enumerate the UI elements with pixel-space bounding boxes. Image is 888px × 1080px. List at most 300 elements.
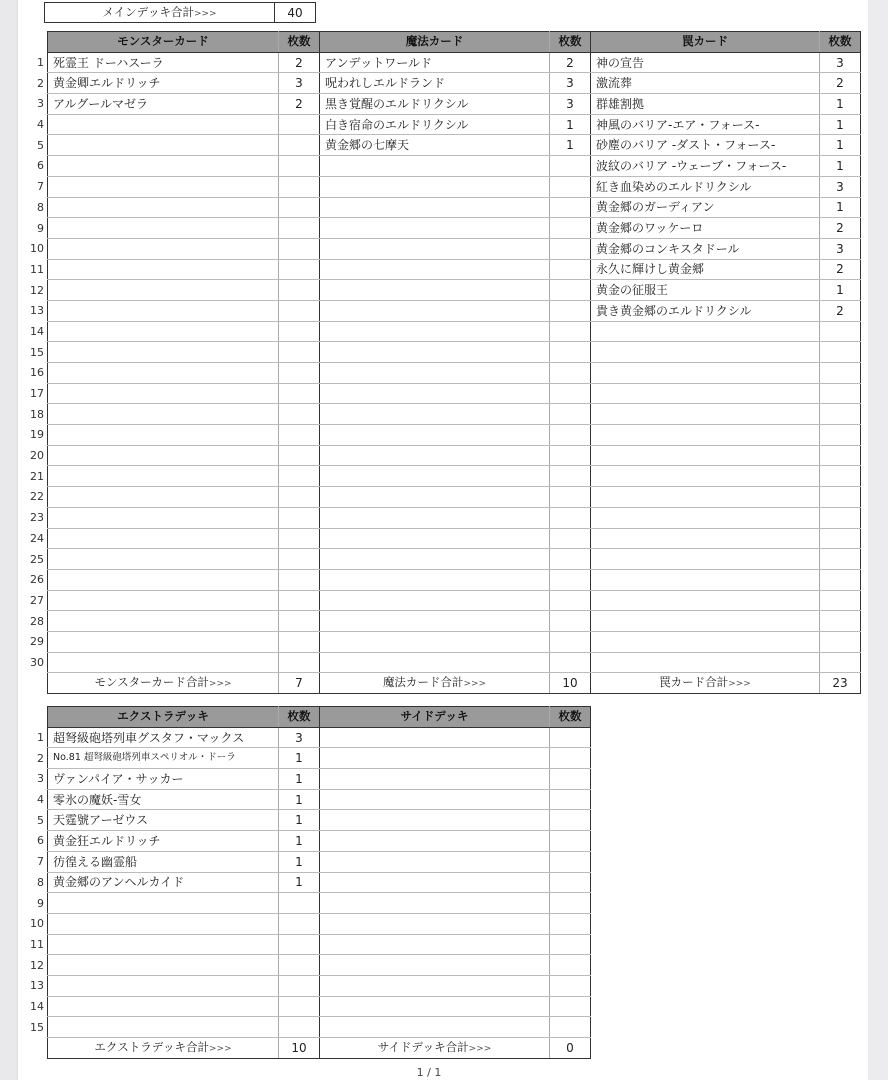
side-card-count xyxy=(550,810,591,831)
table-row xyxy=(18,507,861,528)
side-card-count xyxy=(550,955,591,976)
monster-card-name xyxy=(48,528,279,549)
extra-card-count: 1 xyxy=(279,810,320,831)
trap-card-name: 貴き黄金郷のエルドリクシル xyxy=(591,300,820,321)
trap-card-count: 3 xyxy=(820,52,861,73)
side-card-count xyxy=(550,893,591,914)
extra-card-name xyxy=(48,1017,279,1038)
spell-card-name xyxy=(320,383,550,404)
row-number: 3 xyxy=(18,769,48,790)
table-row xyxy=(18,1017,591,1038)
spell-card-name: 黒き覚醒のエルドリクシル xyxy=(320,94,550,115)
table-row xyxy=(18,975,591,996)
side-card-count xyxy=(550,934,591,955)
extra-card-name: 黄金狂エルドリッチ xyxy=(48,831,279,852)
table-row xyxy=(18,590,861,611)
spell-card-name xyxy=(320,280,550,301)
monster-card-count: 2 xyxy=(279,52,320,73)
trap-card-name xyxy=(591,549,820,570)
side-card-name xyxy=(320,851,550,872)
monster-card-count xyxy=(279,197,320,218)
spell-card-count xyxy=(550,466,591,487)
extra-card-count xyxy=(279,893,320,914)
monster-card-count: 2 xyxy=(279,94,320,115)
spell-card-count xyxy=(550,280,591,301)
table-row xyxy=(18,197,861,218)
row-number: 9 xyxy=(18,893,48,914)
trap-card-count xyxy=(820,611,861,632)
table-row xyxy=(18,831,591,852)
monster-card-name xyxy=(48,342,279,363)
side-card-name xyxy=(320,748,550,769)
row-number: 12 xyxy=(18,955,48,976)
spell-card-count xyxy=(550,238,591,259)
monster-card-name xyxy=(48,156,279,177)
monster-card-name xyxy=(48,280,279,301)
extra-card-count: 1 xyxy=(279,831,320,852)
extra-card-count: 3 xyxy=(279,727,320,748)
trap-card-name xyxy=(591,611,820,632)
trap-card-name xyxy=(591,507,820,528)
trap-card-name: 群雄割拠 xyxy=(591,94,820,115)
monster-card-name xyxy=(48,135,279,156)
monster-card-name xyxy=(48,176,279,197)
monster-card-count xyxy=(279,611,320,632)
monster-card-count xyxy=(279,507,320,528)
trap-card-count xyxy=(820,425,861,446)
table-row xyxy=(18,218,861,239)
extra-card-name xyxy=(48,934,279,955)
extra-card-count: 1 xyxy=(279,851,320,872)
table-row xyxy=(18,300,861,321)
trap-header: 罠カード xyxy=(591,32,820,53)
monster-card-count xyxy=(279,238,320,259)
side-card-count xyxy=(550,748,591,769)
extra-card-name: 零氷の魔妖-雪女 xyxy=(48,789,279,810)
table-row xyxy=(18,466,861,487)
side-card-count xyxy=(550,727,591,748)
table-row xyxy=(18,955,591,976)
trap-card-name: 黄金郷のガーディアン xyxy=(591,197,820,218)
trap-card-name: 砂塵のバリア -ダスト・フォース- xyxy=(591,135,820,156)
table-row xyxy=(18,789,591,810)
extra-header: エクストラデッキ xyxy=(48,707,279,728)
extra-card-name: No.81 超弩級砲塔列車スペリオル・ドーラ xyxy=(48,748,279,769)
side-card-name xyxy=(320,955,550,976)
spell-card-name xyxy=(320,611,550,632)
trap-card-name xyxy=(591,466,820,487)
spell-card-count xyxy=(550,300,591,321)
side-card-name xyxy=(320,975,550,996)
spell-card-count xyxy=(550,197,591,218)
spell-card-name xyxy=(320,590,550,611)
row-number: 30 xyxy=(18,652,48,673)
spell-card-name: 白き宿命のエルドリクシル xyxy=(320,114,550,135)
monster-card-count xyxy=(279,487,320,508)
trap-card-name xyxy=(591,383,820,404)
table-row xyxy=(18,872,591,893)
page-indicator: 1 / 1 xyxy=(416,1066,442,1079)
row-number: 8 xyxy=(18,872,48,893)
spell-card-count xyxy=(550,590,591,611)
trap-card-count xyxy=(820,590,861,611)
count-header: 枚数 xyxy=(279,707,320,728)
side-card-count xyxy=(550,1017,591,1038)
spell-card-count: 1 xyxy=(550,114,591,135)
row-number: 1 xyxy=(18,727,48,748)
monster-card-name xyxy=(48,259,279,280)
trap-total-label: 罠カード合計>>> xyxy=(591,673,820,694)
trap-card-count xyxy=(820,652,861,673)
extra-card-name: 天霆號アーゼウス xyxy=(48,810,279,831)
row-number: 15 xyxy=(18,342,48,363)
spell-card-name xyxy=(320,569,550,590)
row-number: 8 xyxy=(18,197,48,218)
extra-card-name xyxy=(48,955,279,976)
side-card-name xyxy=(320,810,550,831)
row-number: 6 xyxy=(18,156,48,177)
trap-card-count xyxy=(820,383,861,404)
table-row xyxy=(18,176,861,197)
extra-total-value: 10 xyxy=(279,1038,320,1059)
table-row xyxy=(18,404,861,425)
spell-card-name: 黄金郷の七摩天 xyxy=(320,135,550,156)
spell-card-count xyxy=(550,363,591,384)
monster-card-count xyxy=(279,549,320,570)
spell-card-count xyxy=(550,321,591,342)
row-number: 1 xyxy=(18,52,48,73)
table-row xyxy=(18,135,861,156)
spell-card-name xyxy=(320,342,550,363)
monster-card-name: 死霊王 ドーハスーラ xyxy=(48,52,279,73)
table-row xyxy=(18,934,591,955)
side-card-name xyxy=(320,893,550,914)
trap-card-count: 2 xyxy=(820,218,861,239)
monster-card-count xyxy=(279,445,320,466)
extra-card-name xyxy=(48,913,279,934)
trap-card-count: 2 xyxy=(820,259,861,280)
table-row xyxy=(18,913,591,934)
monster-card-count xyxy=(279,135,320,156)
spell-total-value: 10 xyxy=(550,673,591,694)
row-number: 16 xyxy=(18,363,48,384)
trap-total-value: 23 xyxy=(820,673,861,694)
spell-total-label: 魔法カード合計>>> xyxy=(320,673,550,694)
main-deck-total-label: メインデッキ合計>>> xyxy=(45,3,275,23)
monster-card-count xyxy=(279,156,320,177)
row-number: 18 xyxy=(18,404,48,425)
monster-card-count: 3 xyxy=(279,73,320,94)
trap-card-count xyxy=(820,569,861,590)
spell-card-count xyxy=(550,631,591,652)
row-number: 28 xyxy=(18,611,48,632)
trap-card-count xyxy=(820,404,861,425)
row-number: 3 xyxy=(18,94,48,115)
trap-card-name xyxy=(591,425,820,446)
side-card-count xyxy=(550,851,591,872)
extra-card-name: 超弩級砲塔列車グスタフ・マックス xyxy=(48,727,279,748)
spell-card-name xyxy=(320,466,550,487)
row-number: 9 xyxy=(18,218,48,239)
table-row xyxy=(18,259,861,280)
main-deck-total-value: 40 xyxy=(275,3,316,23)
trap-card-count xyxy=(820,342,861,363)
extra-card-count xyxy=(279,975,320,996)
table-row xyxy=(18,748,591,769)
row-number: 11 xyxy=(18,934,48,955)
side-card-count xyxy=(550,872,591,893)
monster-card-name xyxy=(48,114,279,135)
monster-card-count xyxy=(279,590,320,611)
spell-card-count xyxy=(550,445,591,466)
spell-card-count xyxy=(550,549,591,570)
monster-card-name xyxy=(48,383,279,404)
trap-card-name: 黄金郷のワッケーロ xyxy=(591,218,820,239)
spell-card-count xyxy=(550,383,591,404)
monster-card-name xyxy=(48,300,279,321)
trap-card-count xyxy=(820,363,861,384)
table-row xyxy=(18,528,861,549)
spell-card-count xyxy=(550,507,591,528)
side-card-name xyxy=(320,769,550,790)
scrollbar-track[interactable] xyxy=(868,0,888,1080)
table-row xyxy=(18,94,861,115)
row-number: 15 xyxy=(18,1017,48,1038)
trap-card-count xyxy=(820,445,861,466)
trap-card-name: 紅き血染めのエルドリクシル xyxy=(591,176,820,197)
trap-card-name: 波紋のバリア -ウェーブ・フォース- xyxy=(591,156,820,177)
side-card-name xyxy=(320,872,550,893)
extra-card-name xyxy=(48,975,279,996)
trap-card-name xyxy=(591,569,820,590)
row-number: 13 xyxy=(18,300,48,321)
side-total-value: 0 xyxy=(550,1038,591,1059)
side-card-name xyxy=(320,727,550,748)
monster-card-name xyxy=(48,487,279,508)
monster-card-count xyxy=(279,652,320,673)
row-number: 29 xyxy=(18,631,48,652)
table-row xyxy=(18,893,591,914)
row-number: 17 xyxy=(18,383,48,404)
monster-card-name xyxy=(48,218,279,239)
row-number: 5 xyxy=(18,810,48,831)
spell-card-name xyxy=(320,238,550,259)
extra-total-label: エクストラデッキ合計>>> xyxy=(48,1038,279,1059)
spell-card-count: 3 xyxy=(550,73,591,94)
row-number: 13 xyxy=(18,975,48,996)
trap-card-name: 神の宣告 xyxy=(591,52,820,73)
trap-card-name: 黄金の征服王 xyxy=(591,280,820,301)
row-number: 14 xyxy=(18,321,48,342)
spell-card-name xyxy=(320,156,550,177)
row-number: 12 xyxy=(18,280,48,301)
monster-card-name xyxy=(48,445,279,466)
row-number: 25 xyxy=(18,549,48,570)
table-row xyxy=(18,810,591,831)
trap-card-count: 2 xyxy=(820,73,861,94)
row-number: 21 xyxy=(18,466,48,487)
side-card-name xyxy=(320,831,550,852)
trap-card-count xyxy=(820,528,861,549)
row-number: 4 xyxy=(18,789,48,810)
table-row xyxy=(18,569,861,590)
monster-card-name xyxy=(48,652,279,673)
row-number: 11 xyxy=(18,259,48,280)
table-row xyxy=(18,549,861,570)
table-row xyxy=(18,996,591,1017)
row-number: 4 xyxy=(18,114,48,135)
trap-card-name: 永久に輝けし黄金郷 xyxy=(591,259,820,280)
table-row xyxy=(18,727,591,748)
trap-card-name xyxy=(591,590,820,611)
monster-card-count xyxy=(279,342,320,363)
spell-card-count xyxy=(550,259,591,280)
side-card-count xyxy=(550,831,591,852)
trap-card-name: 激流葬 xyxy=(591,73,820,94)
trap-card-count: 1 xyxy=(820,197,861,218)
spell-card-count xyxy=(550,176,591,197)
table-row xyxy=(18,425,861,446)
spell-card-name xyxy=(320,487,550,508)
trap-card-name xyxy=(591,652,820,673)
trap-card-count: 1 xyxy=(820,156,861,177)
monster-card-count xyxy=(279,176,320,197)
main-deck-summary xyxy=(44,2,316,23)
monster-card-count xyxy=(279,280,320,301)
spell-card-name xyxy=(320,176,550,197)
spell-card-count: 2 xyxy=(550,52,591,73)
extra-card-count xyxy=(279,934,320,955)
monster-card-name xyxy=(48,590,279,611)
monster-card-count xyxy=(279,114,320,135)
trap-card-count xyxy=(820,549,861,570)
trap-card-count: 3 xyxy=(820,238,861,259)
extra-card-name xyxy=(48,893,279,914)
trap-card-name xyxy=(591,363,820,384)
trap-card-name xyxy=(591,404,820,425)
row-number: 23 xyxy=(18,507,48,528)
trap-card-count: 3 xyxy=(820,176,861,197)
spell-card-name: アンデットワールド xyxy=(320,52,550,73)
extra-card-count: 1 xyxy=(279,748,320,769)
trap-card-name xyxy=(591,487,820,508)
monster-card-name xyxy=(48,569,279,590)
monster-card-name xyxy=(48,631,279,652)
row-number: 6 xyxy=(18,831,48,852)
side-card-count xyxy=(550,913,591,934)
spell-card-count xyxy=(550,404,591,425)
count-header: 枚数 xyxy=(279,32,320,53)
trap-card-count xyxy=(820,487,861,508)
count-header: 枚数 xyxy=(550,32,591,53)
trap-card-count xyxy=(820,631,861,652)
monster-card-count xyxy=(279,321,320,342)
row-number: 5 xyxy=(18,135,48,156)
table-row xyxy=(18,342,861,363)
monster-card-count xyxy=(279,218,320,239)
spell-card-name xyxy=(320,300,550,321)
spell-card-name xyxy=(320,652,550,673)
extra-card-count: 1 xyxy=(279,789,320,810)
trap-card-name xyxy=(591,528,820,549)
side-card-name xyxy=(320,913,550,934)
row-number: 10 xyxy=(18,913,48,934)
spell-card-count xyxy=(550,425,591,446)
table-row xyxy=(18,321,861,342)
monster-card-count xyxy=(279,631,320,652)
monster-card-name xyxy=(48,404,279,425)
spell-card-count xyxy=(550,487,591,508)
row-number: 20 xyxy=(18,445,48,466)
spell-card-name xyxy=(320,631,550,652)
main-deck-table xyxy=(18,31,861,694)
trap-card-count xyxy=(820,321,861,342)
spell-card-name xyxy=(320,549,550,570)
extra-card-count: 1 xyxy=(279,872,320,893)
table-row xyxy=(18,487,861,508)
extra-card-name xyxy=(48,996,279,1017)
table-row xyxy=(18,769,591,790)
spell-card-name xyxy=(320,528,550,549)
trap-card-name xyxy=(591,631,820,652)
table-row xyxy=(18,611,861,632)
trap-card-count: 1 xyxy=(820,114,861,135)
side-card-count xyxy=(550,975,591,996)
trap-card-count: 1 xyxy=(820,94,861,115)
extra-side-deck-table xyxy=(18,706,591,1059)
extra-card-count xyxy=(279,913,320,934)
row-number: 7 xyxy=(18,851,48,872)
spell-card-count xyxy=(550,569,591,590)
monster-card-name xyxy=(48,466,279,487)
side-card-name xyxy=(320,934,550,955)
trap-card-name xyxy=(591,342,820,363)
table-row xyxy=(18,631,861,652)
spell-card-name xyxy=(320,445,550,466)
spell-card-count: 3 xyxy=(550,94,591,115)
monster-card-name xyxy=(48,321,279,342)
table-row xyxy=(18,52,861,73)
spell-card-count xyxy=(550,342,591,363)
table-row xyxy=(18,73,861,94)
monster-card-count xyxy=(279,466,320,487)
monster-card-count xyxy=(279,569,320,590)
monster-card-name xyxy=(48,549,279,570)
trap-card-count: 1 xyxy=(820,135,861,156)
row-number: 24 xyxy=(18,528,48,549)
spell-card-name xyxy=(320,259,550,280)
extra-card-count xyxy=(279,955,320,976)
trap-card-name xyxy=(591,445,820,466)
monster-card-count xyxy=(279,363,320,384)
monster-card-count xyxy=(279,259,320,280)
trap-card-count xyxy=(820,466,861,487)
table-row xyxy=(18,363,861,384)
monster-card-name: アルグールマゼラ xyxy=(48,94,279,115)
table-row xyxy=(18,280,861,301)
monster-card-count xyxy=(279,383,320,404)
spell-card-count xyxy=(550,156,591,177)
monster-card-name xyxy=(48,363,279,384)
trap-card-count: 2 xyxy=(820,300,861,321)
side-card-count xyxy=(550,789,591,810)
spell-card-name xyxy=(320,197,550,218)
monster-card-name xyxy=(48,425,279,446)
monster-card-name: 黄金卿エルドリッチ xyxy=(48,73,279,94)
monster-card-count xyxy=(279,300,320,321)
side-card-count xyxy=(550,769,591,790)
row-number: 26 xyxy=(18,569,48,590)
